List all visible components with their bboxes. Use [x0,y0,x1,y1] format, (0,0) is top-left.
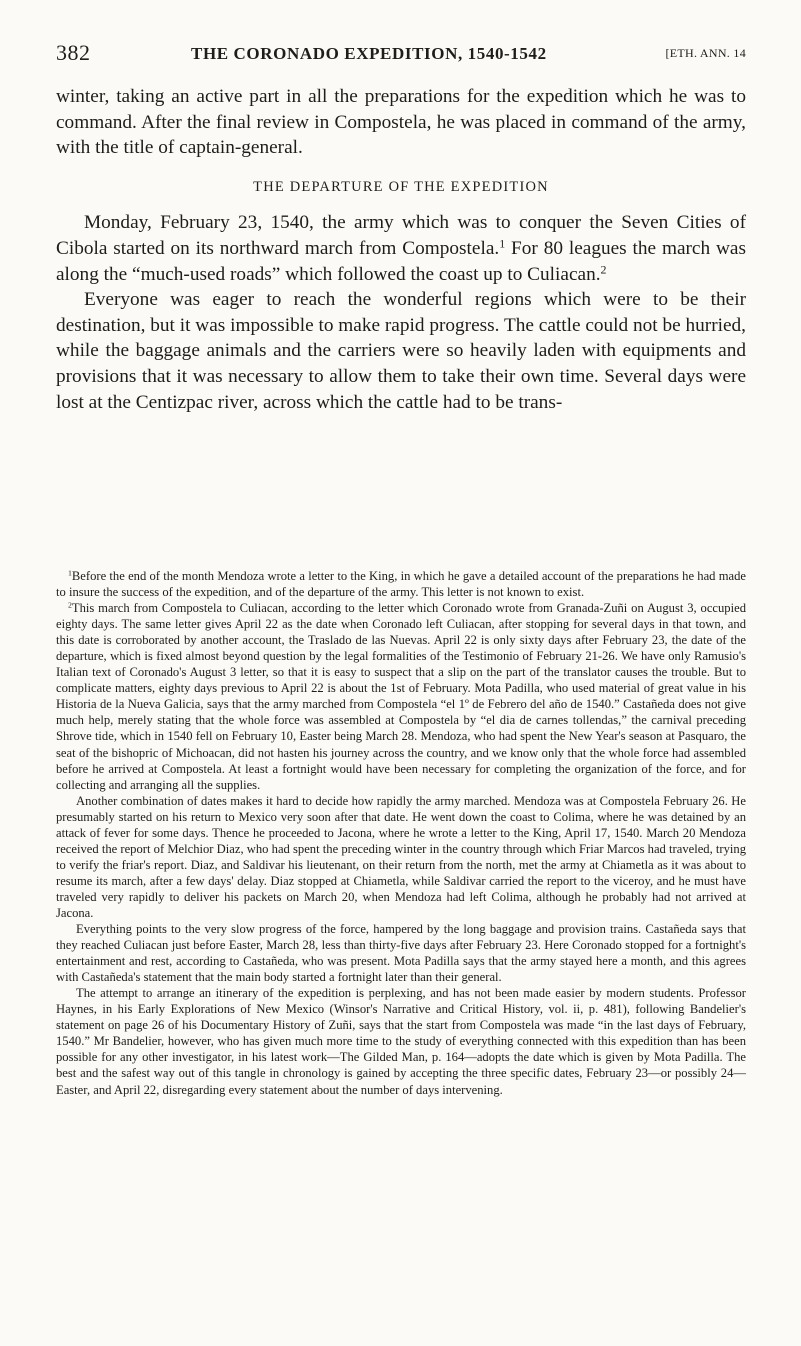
footnotes [56,568,746,1098]
footnote-ref-1[interactable]: 1 [499,236,506,251]
footnote-text: Before the end of the month Mendoza wrote a letter to the King, in which he gave a detailed account of the preparations he had made to insure the success of the expedition, and of the departure of the army. This letter is not known to exist. [56,569,746,600]
paragraph-continuation: winter, taking an active part in all the preparations for the expedition which he was to command. After the final review in Compostela, he was placed in command of the army, with the title of captain-general. [56,86,746,159]
series-reference: [ETH. ANN. 14 [665,46,746,60]
footnote-2-paragraph-3: Everything points to the very slow progress of the force, hampered by the long baggage and provision trains. Castañeda says that they reached Culiacan just before Easter, March 28, less than thirty-five days after February 23. Here Coronado stopped for a fortnight's entertainment and rest, according to Castañeda, who was present. Mota Padilla says that the army stayed here a month, and this agrees with Castañeda's statement that the main body started a fortnight later than their general. [56,922,746,985]
footnote-mark-1: 1 [68,568,72,578]
paragraph-progress: Everyone was eager to reach the wonderful regions which were to be their destination, but it was impossible to make rapid progress. The cattle could not be hurried, while the baggage animals and the carriers were so heavily laden with equipments and provisions that it was necessary to allow them to take their own time. Several days were lost at the Centizpac river, across which the cattle had to be trans- [56,289,746,413]
section-heading: THE DEPARTURE OF THE EXPEDITION [253,178,549,195]
footnote-2 [56,600,746,793]
paragraph-text: Monday, February 23, 1540, the army which was to conquer the Seven Cities of Cibola started on its northward march from Compostela. [56,212,746,259]
footnote-1 [56,568,746,600]
footnote-mark-2: 2 [68,600,72,610]
running-header [56,40,746,64]
main-text [56,84,746,415]
footnote-text: This march from Compostela to Culiacan, according to the letter which Coronado wrote from Granada-Zuñi on August 3, occupied eighty days. The same letter gives April 22 as the date when Coronado left Culiacan, after stopping for several days in that town, and this date is corroborated by another account, the Traslado de las Nuevas. April 22 is only sixty days after February 23, the date of the departure, which is fixed almost beyond question by the legal formalities of the Testimonio of February 21-26. We have only Ramusio's Italian text of Coronado's August 3 letter, so that it is easy to suspect that a slip on the part of the translator causes the trouble. But to complicate matters, eighty days previous to April 22 is about the 1st of February. Mota Padilla, who used material of great value in his Historia de la Nueva Galicia, says that the army marched from Compostela “el 1º de Febrero del año de 1540.” Castañeda does not give much help, merely stating that the whole force was assembled at Compostela by “el dia de carnes tollendas,” the carnival preceding Shrove tide, which in 1540 fell on February 10, Easter being March 28. Mendoza, who had spent the New Year's season at Pasquaro, the seat of the bishopric of Michoacan, did not hasten his journey across the country, and we know only that the whole force had assembled before he arrived at Compostela. At least a fortnight would have been necessary for completing the organization of the force, and for collecting and arranging all the supplies. [56,601,746,792]
paragraph-departure [56,210,746,287]
page-number: 382 [56,40,91,65]
paragraph-text: For 80 leagues the march was along the “much-used roads” which followed the coast up to Culiacan. [56,237,746,285]
footnote-2-paragraph-4: The attempt to arrange an itinerary of the expedition is perplexing, and has not been made easier by modern students. Professor Haynes, in his Early Explorations of New Mexico (Winsor's Narrative and Critical History, vol. ii, p. 481), following Bandelier's statement on page 26 of his Documentary History of Zuñi, says that the start from Compostela was made “in the last days of February, 1540.” Mr Bandelier, however, who has given much more time to the study of everything connected with this expedition than has been possible for any other investigator, in his latest work—The Gilded Man, p. 164—adopts the date which is given by Mota Padilla. The best and the safest way out of this tangle in chronology is gained by accepting the three specific dates, February 23—or possibly 24—Easter, and April 22, disregarding every statement about the number of days intervening. [56,986,746,1097]
running-title: THE CORONADO EXPEDITION, 1540-1542 [191,44,547,63]
footnote-ref-2[interactable]: 2 [600,261,607,276]
footnote-2-paragraph-2: Another combination of dates makes it hard to decide how rapidly the army marched. Mendoza was at Compostela February 26. He presumably started on his return to Mexico very soon after that date. He went down the coast to Colima, where he was detained by an attack of fever for some days. Thence he proceeded to Jacona, where he wrote a letter to the King, April 17, 1540. March 20 Mendoza received the report of Melchior Diaz, who had spent the preceding winter in the country through which Friar Marcos had traveled, trying to verify the friar's report. Diaz, and Saldivar his lieutenant, on their return from the north, met the army at Chiametla as it was about to resume its march, after a few days' delay. Diaz stopped at Chiametla, while Saldivar carried the report to the viceroy, and he must have traveled very rapidly to deliver his packets on March 20, when Mendoza had left Colima, although he probably had not arrived at Jacona. [56,793,746,920]
